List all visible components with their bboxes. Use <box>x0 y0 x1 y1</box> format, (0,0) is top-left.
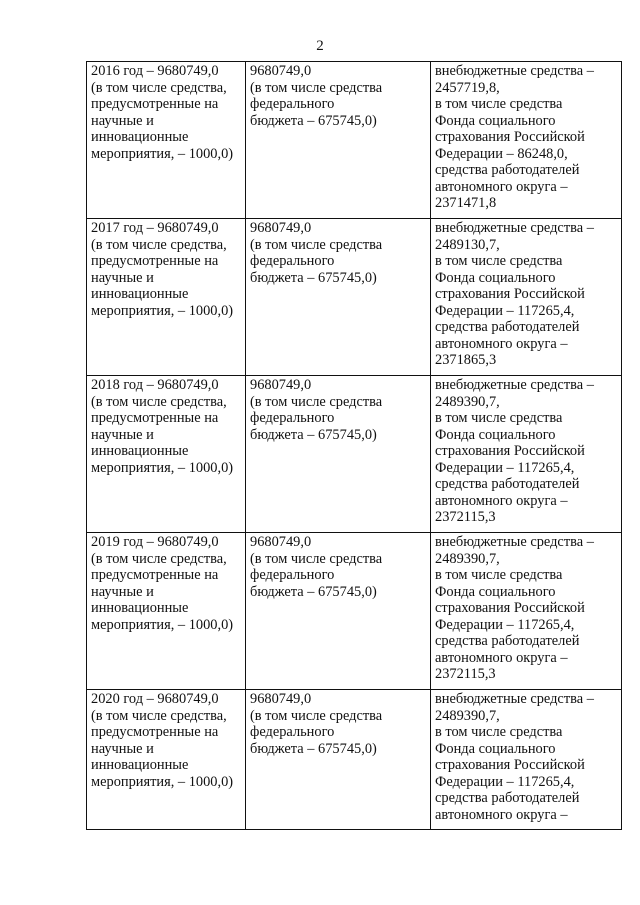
cell-text-line: бюджета – 675745,0) <box>250 426 377 443</box>
table-row <box>87 533 622 690</box>
cell-text-line: страхования Российской <box>435 129 585 145</box>
cell-text-line: 2372115,3 <box>435 666 496 682</box>
cell-text-line: научные и <box>91 269 154 286</box>
cell-text-line: средства работодателей <box>435 476 580 492</box>
cell-text-line: внебюджетные средства – <box>435 220 594 236</box>
cell-text-line: 9680749,0 <box>250 63 312 79</box>
cell-text-line: страхования Российской <box>435 286 585 302</box>
cell-text-line: Федерации – 117265,4, <box>435 459 575 476</box>
cell-text-line: 2489130,7, <box>435 236 500 253</box>
cell-text-line: 2372115,3 <box>435 509 496 525</box>
cell-text-line: инновационные <box>91 129 189 145</box>
cell-text-line: Фонда социального <box>435 112 556 129</box>
cell-text-line: Федерации – 117265,4, <box>435 616 575 633</box>
cell-text-line: страхования Российской <box>435 443 585 459</box>
cell-text-line: научные и <box>91 583 154 600</box>
cell-text-line: автономного округа – <box>435 649 568 666</box>
cell-text-line: 2371471,8 <box>435 195 497 211</box>
cell-text-line: 2018 год – 9680749,0 <box>91 377 219 393</box>
cell-text-line: федерального <box>250 410 335 426</box>
cell-text-line: в том числе средства <box>435 253 563 269</box>
cell-text-line: страхования Российской <box>435 600 585 616</box>
cell-text-line: федерального <box>250 567 335 583</box>
cell-text-line: бюджета – 675745,0) <box>250 740 377 757</box>
table-row <box>87 62 622 219</box>
cell-text-line: внебюджетные средства – <box>435 377 594 393</box>
year-total-cell <box>87 219 246 376</box>
table-row <box>87 690 622 830</box>
cell-text-line: в том числе средства <box>435 724 563 740</box>
cell-text-line: предусмотренные на <box>91 724 219 740</box>
cell-text-line: (в том числе средства, <box>91 79 227 96</box>
cell-text-line: 9680749,0 <box>250 220 312 236</box>
cell-text-line: инновационные <box>91 757 189 773</box>
funding-table-body <box>87 62 622 830</box>
cell-text-line: 9680749,0 <box>250 691 312 707</box>
cell-text-line: федерального <box>250 96 335 112</box>
table-row <box>87 376 622 533</box>
cell-text-line: предусмотренные на <box>91 96 219 112</box>
cell-text-line: бюджета – 675745,0) <box>250 269 377 286</box>
cell-text-line: в том числе средства <box>435 567 563 583</box>
cell-text-line: в том числе средства <box>435 410 563 426</box>
cell-text-line: (в том числе средства <box>250 393 383 410</box>
year-total-cell <box>87 376 246 533</box>
extrabudgetary-cell <box>431 219 622 376</box>
cell-text-line: научные и <box>91 740 154 757</box>
federal-budget-cell <box>246 533 431 690</box>
table-row <box>87 219 622 376</box>
cell-text-line: (в том числе средства <box>250 236 383 253</box>
cell-text-line: (в том числе средства <box>250 79 383 96</box>
cell-text-line: автономного округа – <box>435 492 568 509</box>
cell-text-line: 9680749,0 <box>250 534 312 550</box>
cell-text-line: инновационные <box>91 286 189 302</box>
cell-text-line: бюджета – 675745,0) <box>250 583 377 600</box>
cell-text-line: 2017 год – 9680749,0 <box>91 220 219 236</box>
cell-text-line: мероприятия, – 1000,0) <box>91 145 234 162</box>
cell-text-line: Федерации – 117265,4, <box>435 302 575 319</box>
cell-text-line: 9680749,0 <box>250 377 312 393</box>
cell-text-line: средства работодателей <box>435 633 580 649</box>
cell-text-line: 2020 год – 9680749,0 <box>91 691 219 707</box>
cell-text-line: средства работодателей <box>435 162 580 178</box>
cell-text-line: научные и <box>91 426 154 443</box>
cell-text-line: средства работодателей <box>435 790 580 806</box>
cell-text-line: внебюджетные средства – <box>435 691 594 707</box>
cell-text-line: 2457719,8, <box>435 79 500 96</box>
extrabudgetary-cell <box>431 690 622 830</box>
cell-text-line: 2371865,3 <box>435 352 497 368</box>
cell-text-line: федерального <box>250 724 335 740</box>
cell-text-line: (в том числе средства, <box>91 393 227 410</box>
extrabudgetary-cell <box>431 533 622 690</box>
cell-text-line: Фонда социального <box>435 740 556 757</box>
cell-text-line: инновационные <box>91 443 189 459</box>
cell-text-line: мероприятия, – 1000,0) <box>91 773 234 790</box>
cell-text-line: (в том числе средства <box>250 550 383 567</box>
cell-text-line: автономного округа – <box>435 806 568 823</box>
cell-text-line: 2489390,7, <box>435 393 500 410</box>
cell-text-line: предусмотренные на <box>91 410 219 426</box>
year-total-cell <box>87 533 246 690</box>
cell-text-line: предусмотренные на <box>91 253 219 269</box>
cell-text-line: внебюджетные средства – <box>435 534 594 550</box>
cell-text-line: страхования Российской <box>435 757 585 773</box>
year-total-cell <box>87 690 246 830</box>
cell-text-line: инновационные <box>91 600 189 616</box>
cell-text-line: научные и <box>91 112 154 129</box>
cell-text-line: автономного округа – <box>435 178 568 195</box>
funding-table <box>86 61 622 830</box>
federal-budget-cell <box>246 62 431 219</box>
cell-text-line: бюджета – 675745,0) <box>250 112 377 129</box>
cell-text-line: (в том числе средства <box>250 707 383 724</box>
cell-text-line: Фонда социального <box>435 583 556 600</box>
cell-text-line: автономного округа – <box>435 335 568 352</box>
cell-text-line: Фонда социального <box>435 426 556 443</box>
federal-budget-cell <box>246 376 431 533</box>
cell-text-line: предусмотренные на <box>91 567 219 583</box>
cell-text-line: (в том числе средства, <box>91 550 227 567</box>
cell-text-line: мероприятия, – 1000,0) <box>91 616 234 633</box>
cell-text-line: (в том числе средства, <box>91 236 227 253</box>
federal-budget-cell <box>246 219 431 376</box>
cell-text-line: (в том числе средства, <box>91 707 227 724</box>
cell-text-line: 2016 год – 9680749,0 <box>91 63 219 79</box>
cell-text-line: Федерации – 117265,4, <box>435 773 575 790</box>
cell-text-line: в том числе средства <box>435 96 563 112</box>
cell-text-line: 2019 год – 9680749,0 <box>91 534 219 550</box>
cell-text-line: 2489390,7, <box>435 707 500 724</box>
cell-text-line: средства работодателей <box>435 319 580 335</box>
cell-text-line: мероприятия, – 1000,0) <box>91 302 234 319</box>
cell-text-line: мероприятия, – 1000,0) <box>91 459 234 476</box>
cell-text-line: Федерации – 86248,0, <box>435 145 568 162</box>
page-number: 2 <box>316 38 324 54</box>
cell-text-line: Фонда социального <box>435 269 556 286</box>
cell-text-line: федерального <box>250 253 335 269</box>
year-total-cell <box>87 62 246 219</box>
cell-text-line: 2489390,7, <box>435 550 500 567</box>
extrabudgetary-cell <box>431 62 622 219</box>
federal-budget-cell <box>246 690 431 830</box>
cell-text-line: внебюджетные средства – <box>435 63 594 79</box>
extrabudgetary-cell <box>431 376 622 533</box>
